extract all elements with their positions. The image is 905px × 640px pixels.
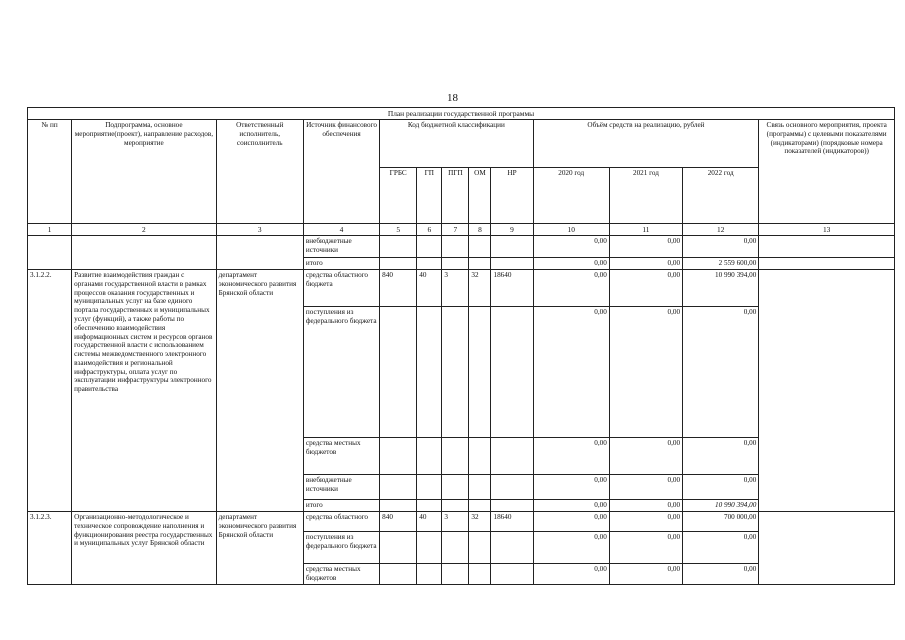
header-om: ОМ xyxy=(469,168,491,224)
header-2021: 2021 год xyxy=(609,168,682,224)
header-np: НР xyxy=(491,168,533,224)
amount-2021: 0,00 xyxy=(609,270,682,307)
code-np: 18640 xyxy=(491,270,533,307)
column-number: 4 xyxy=(303,224,379,236)
amount-2022: 0,00 xyxy=(683,475,759,500)
source-cell: итого xyxy=(303,258,379,270)
code-pgp: 3 xyxy=(442,270,469,307)
header-executor: Ответственный исполнитель, соисполнитель xyxy=(216,120,303,224)
total-2022: 2 559 600,00 xyxy=(683,258,759,270)
amount-2020: 0,00 xyxy=(533,512,609,532)
item-name: Организационно-методологическое и техническое сопровождение наполнения и функционирования реестра государственных и муниципальных услуг Брянской области xyxy=(72,512,216,585)
source-cell: средства областного бюджета xyxy=(303,270,379,307)
column-number: 7 xyxy=(442,224,469,236)
source-cell: внебюджетные источники xyxy=(303,475,379,500)
page-number: 18 xyxy=(447,92,458,104)
total-2020: 0,00 xyxy=(533,258,609,270)
column-number: 1 xyxy=(28,224,72,236)
code-om: 32 xyxy=(469,270,491,307)
code-pgp: 3 xyxy=(442,512,469,532)
header-link: Связь основного мероприятия, проекта (программы) с целевыми показателями (индикаторами) (порядковые номера показателей (индикаторов)) xyxy=(759,120,895,224)
item-executor: департамент экономического развития Брянской области xyxy=(216,270,303,512)
amount-2020: 0,00 xyxy=(533,475,609,500)
amount-2022: 700 000,00 xyxy=(683,512,759,532)
amount-2021: 0,00 xyxy=(609,564,682,585)
code-np: 18640 xyxy=(491,512,533,532)
source-cell: средства местных бюджетов xyxy=(303,438,379,475)
column-number: 9 xyxy=(491,224,533,236)
header-subprogram: Подпрограмма, основное мероприятие(проект), направление расходов, мероприятие xyxy=(72,120,216,224)
amount-2020: 0,00 xyxy=(533,438,609,475)
item-number: 3.1.2.3. xyxy=(28,512,72,585)
source-cell: поступления из федерального бюджета xyxy=(303,307,379,438)
total-2021: 0,00 xyxy=(609,500,682,512)
amount-2022: 0,00 xyxy=(683,307,759,438)
item-executor: департамент экономического развития Брянской области xyxy=(216,512,303,585)
amount-2021: 0,00 xyxy=(609,532,682,564)
amount-2020: 0,00 xyxy=(533,307,609,438)
total-2020: 0,00 xyxy=(533,500,609,512)
column-number: 13 xyxy=(759,224,895,236)
amount-2022: 0,00 xyxy=(683,236,759,258)
amount-2022: 0,00 xyxy=(683,438,759,475)
amount-2021: 0,00 xyxy=(609,307,682,438)
code-grbs: 840 xyxy=(380,512,417,532)
column-number: 10 xyxy=(533,224,609,236)
amount-2022: 0,00 xyxy=(683,564,759,585)
table-title: План реализации государственной программы xyxy=(28,108,895,120)
total-2021: 0,00 xyxy=(609,258,682,270)
source-cell: средства местных бюджетов xyxy=(303,564,379,585)
column-number: 3 xyxy=(216,224,303,236)
table-row xyxy=(28,512,895,532)
column-number: 2 xyxy=(72,224,216,236)
header-amount: Объём средств на реализацию, рублей xyxy=(533,120,759,168)
amount-2022: 10 990 394,00 xyxy=(683,270,759,307)
amount-2020: 0,00 xyxy=(533,270,609,307)
amount-2020: 0,00 xyxy=(533,532,609,564)
column-numbers-row xyxy=(28,224,895,236)
total-2022: 10 990 394,00 xyxy=(683,500,759,512)
code-om: 32 xyxy=(469,512,491,532)
column-number: 11 xyxy=(609,224,682,236)
amount-2021: 0,00 xyxy=(609,475,682,500)
amount-2021: 0,00 xyxy=(609,512,682,532)
plan-table xyxy=(27,107,895,585)
header-2020: 2020 год xyxy=(533,168,609,224)
table-row xyxy=(28,270,895,307)
header-grbs: ГРБС xyxy=(380,168,417,224)
header-gp: ГП xyxy=(417,168,442,224)
header-budget-code: Код бюджетной классификации xyxy=(380,120,533,168)
code-grbs: 840 xyxy=(380,270,417,307)
amount-2021: 0,00 xyxy=(609,236,682,258)
source-cell: итого xyxy=(303,500,379,512)
code-gp: 40 xyxy=(417,270,442,307)
column-number: 12 xyxy=(683,224,759,236)
item-number: 3.1.2.2. xyxy=(28,270,72,512)
header-pgp: ПГП xyxy=(442,168,469,224)
table-row xyxy=(28,236,895,258)
column-number: 6 xyxy=(417,224,442,236)
amount-2021: 0,00 xyxy=(609,438,682,475)
amount-2020: 0,00 xyxy=(533,564,609,585)
source-cell: поступления из федерального бюджета xyxy=(303,532,379,564)
column-number: 5 xyxy=(380,224,417,236)
header-2022: 2022 год xyxy=(683,168,759,224)
amount-2022: 0,00 xyxy=(683,532,759,564)
header-source: Источник финансового обеспечения xyxy=(303,120,379,224)
column-number: 8 xyxy=(469,224,491,236)
source-cell: внебюджетные источники xyxy=(303,236,379,258)
header-num: № пп xyxy=(28,120,72,224)
source-cell: средства областного xyxy=(303,512,379,532)
code-gp: 40 xyxy=(417,512,442,532)
item-name: Развитие взаимодействия граждан с органами государственной власти в рамках процессов оказания государственных и муниципальных услуг на базе единого портала государственных и муниципальных услуг (функций), а также работы по обеспечению взаимодействия информационных систем и ресурсов органов государственной власти с использованием системы межведомственного электронного взаимодействия и региональной инфраструктуры, оплата услуг по эксплуатации инфраструктуры электронного правительства xyxy=(72,270,216,512)
amount-2020: 0,00 xyxy=(533,236,609,258)
